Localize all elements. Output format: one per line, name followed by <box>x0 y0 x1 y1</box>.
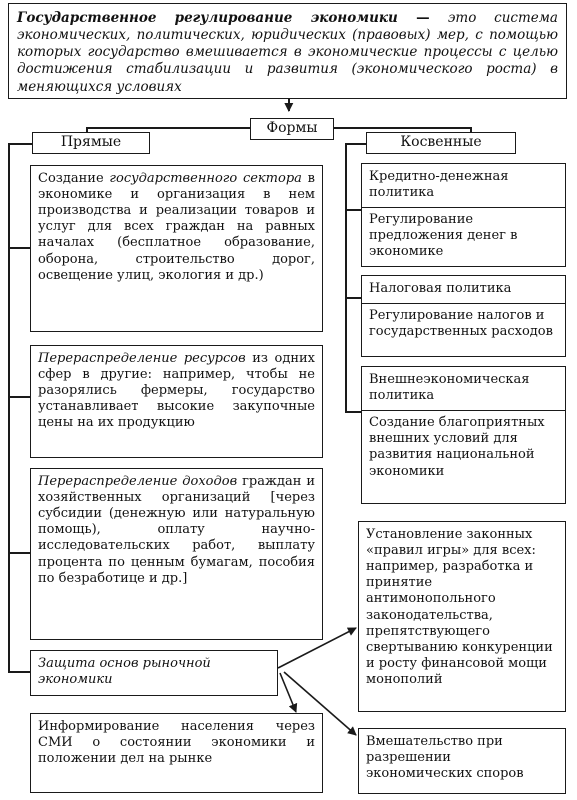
indirect-item-2-desc: Регулирование налогов и государственных расходов <box>369 308 553 340</box>
indirect-item-1-desc: Регулирование предложения денег в экономике <box>369 212 518 260</box>
direct-item-resources <box>30 345 323 458</box>
direct-item-2-text: из одних сфер в другие: например, чтобы не разорялись фермеры, государство устанавливает высокие закупочные цены на их продукцию <box>38 351 315 431</box>
measure-rules-of-game <box>358 521 566 712</box>
direct-item-2-emphasis: Перераспределение ресурсов <box>38 351 246 366</box>
indirect-item-tax <box>361 275 566 357</box>
definition-dash: — <box>397 10 448 26</box>
direct-item-income <box>30 468 323 640</box>
indirect-item-monetary <box>361 163 566 267</box>
indirect-item-2-title: Налоговая политика <box>369 281 512 296</box>
indirect-forms-label: Косвенные <box>366 132 516 154</box>
measure-2-text: Информирование населения через СМИ о состоянии экономики и положении дел на рынке <box>38 719 315 767</box>
indirect-item-3-title: Внешнеэкономическая политика <box>369 372 530 404</box>
definition-box <box>8 3 567 99</box>
measure-media-informing <box>30 713 323 793</box>
direct-item-1-prefix: Создание <box>38 171 110 186</box>
direct-item-3-text: граждан и хозяйственных организаций [через субсидии (денежную или натуральную помощь), оплату научно-исследовательских работ, выплату процента по ценным бумагам, пособия по безработице и др.] <box>38 474 315 586</box>
indirect-item-foreign-economic <box>361 366 566 504</box>
measure-3-text: Вмешательство при разрешении экономических споров <box>366 734 524 782</box>
measure-dispute-resolution <box>358 728 566 794</box>
indirect-item-1-title: Кредитно-денежная политика <box>369 169 509 201</box>
indirect-item-3-divider <box>362 410 565 411</box>
forms-label: Формы <box>250 118 334 140</box>
indirect-item-2-divider <box>362 303 565 304</box>
direct-item-3-emphasis: Перераспределение доходов <box>38 474 238 489</box>
indirect-item-1-divider <box>362 207 565 208</box>
direct-item-1-text: в экономике и организация в нем производства и реализации товаров и услуг для всех граждан на равных началах (бесплатное образование, оборона, строительство дорог, освещение улиц, экология и др.) <box>38 171 315 283</box>
direct-item-1-emphasis: государственного сектора <box>109 171 302 186</box>
direct-item-market-protection <box>30 650 278 696</box>
direct-item-4-emphasis: Защита основ рыночной экономики <box>38 656 211 688</box>
indirect-item-3-desc: Создание благоприятных внешних условий для развития национальной экономики <box>369 415 545 479</box>
measure-1-text: Установление законных «правил игры» для всех: например, разработка и принятие антимонопольного законодательства, препятствующего свертыванию конкуренции и росту финансовой мощи монополий <box>366 527 553 687</box>
definition-term: Государственное регулирование экономики <box>17 10 398 26</box>
direct-forms-label: Прямые <box>32 132 150 154</box>
definition-text: это система экономических, политических, юридических (правовых) мер, с помощью которых государство вмешивается в экономические процессы с целью достижения стабилизации и развития (экономического роста) в меняющихся условиях <box>17 10 558 95</box>
direct-item-public-sector <box>30 165 323 332</box>
arrow-to-informing <box>280 673 296 712</box>
